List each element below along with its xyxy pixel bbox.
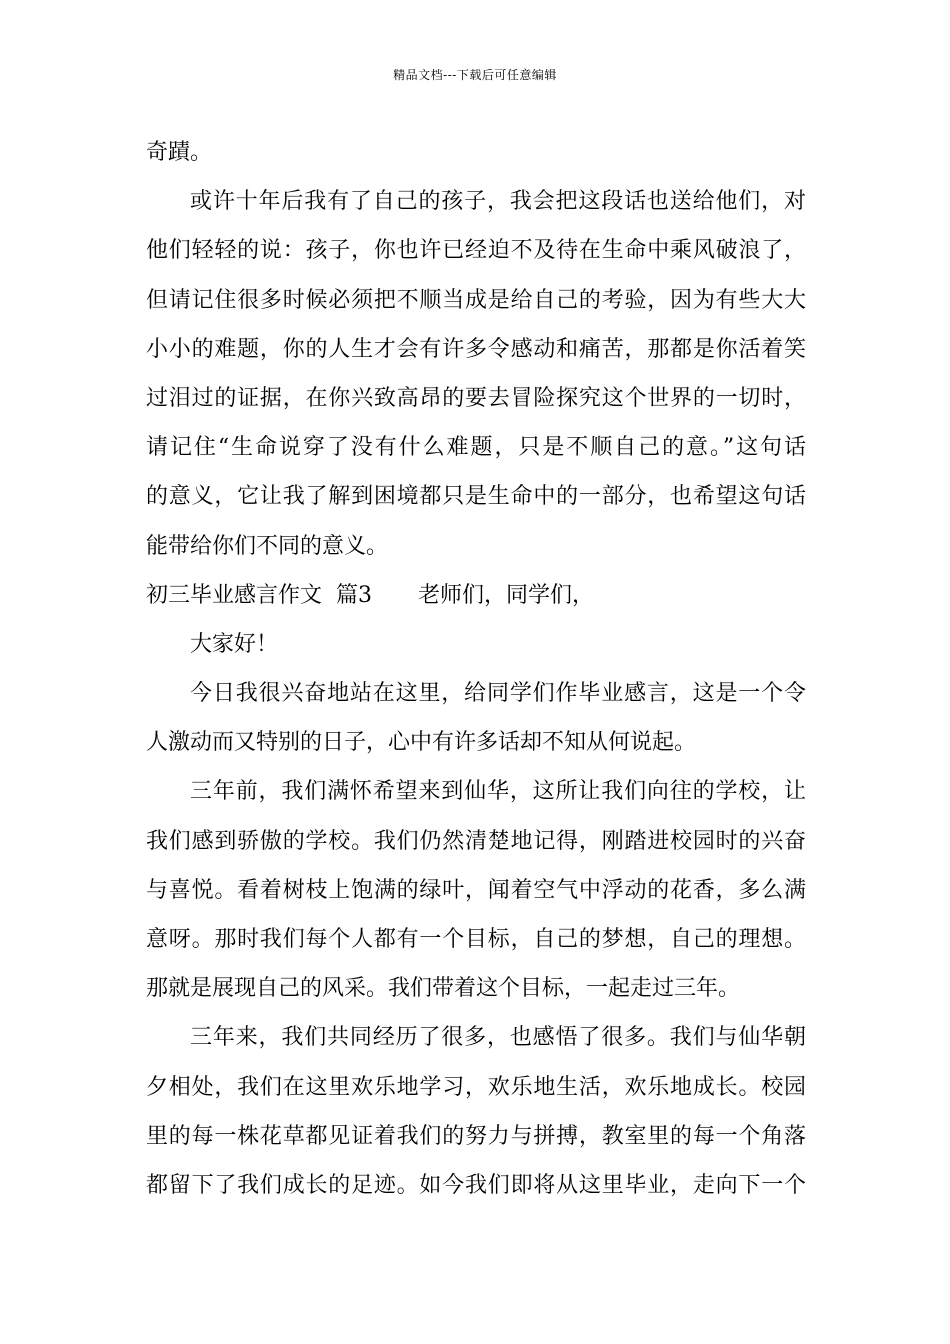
text-line: 人激动而又特别的日子，心中有许多话却不知从何说起。: [146, 730, 697, 756]
text-line: 能带给你们不同的意义。: [146, 533, 389, 559]
text-line: 过泪过的证据，在你兴致高昂的要去冒险探究这个世界的一切时，: [146, 385, 806, 411]
text-line: 与喜悦。看着树枝上饱满的绿叶，闻着空气中浮动的花香，多么满: [146, 877, 806, 903]
text-line: 小小的难题，你的人生才会有许多令感动和痛苦，那都是你活着笑: [146, 336, 806, 362]
text-line: 三年前，我们满怀希望来到仙华，这所让我们向往的学校，让: [190, 779, 806, 805]
text-line: 意呀。那时我们每个人都有一个目标，自己的梦想，自己的理想。: [146, 927, 806, 952]
text-line: 今日我很兴奋地站在这里，给同学们作毕业感言，这是一个令: [190, 681, 806, 707]
text-line: 我们感到骄傲的学校。我们仍然清楚地记得，刚踏进校园时的兴奋: [146, 828, 806, 854]
page-header: 精品文档---下载后可任意编辑: [393, 68, 557, 82]
text-line: 或许十年后我有了自己的孩子，我会把这段话也送给他们，对: [190, 189, 806, 215]
text-line: 他们轻轻的说：孩子，你也许已经迫不及待在生命中乘风破浪了，: [146, 238, 806, 264]
text-line: 夕相处，我们在这里欢乐地学习，欢乐地生活，欢乐地成长。校园: [146, 1074, 806, 1100]
text-line: 但请记住很多时候必须把不顺当成是给自己的考验，因为有些大大: [146, 287, 806, 313]
text-line: 大家好！: [190, 631, 279, 657]
text-line: 里的每一株花草都见证着我们的努力与拼搏，教室里的每一个角落: [146, 1123, 806, 1149]
document-body: [146, 128, 806, 1210]
section-heading: [146, 571, 806, 620]
text-line: 请记住“生命说穿了没有什么难题，只是不顺自己的意。”这句话: [146, 435, 806, 461]
text-line: 三年来，我们共同经历了很多，也感悟了很多。我们与仙华朝: [190, 1025, 806, 1051]
text-line: 的意义，它让我了解到困境都只是生命中的一部分，也希望这句话: [146, 484, 806, 510]
greeting-text: 老师们，同学们，: [417, 582, 594, 608]
text-line: 奇蹟。: [146, 140, 213, 165]
text-line: 那就是展现自己的风采。我们带着这个目标，一起走过三年。: [146, 976, 741, 1002]
text-line: 都留下了我们成长的足迹。如今我们即将从这里毕业，走向下一个: [146, 1172, 806, 1198]
section-title: 初三毕业感言作文 篇3: [146, 582, 372, 608]
